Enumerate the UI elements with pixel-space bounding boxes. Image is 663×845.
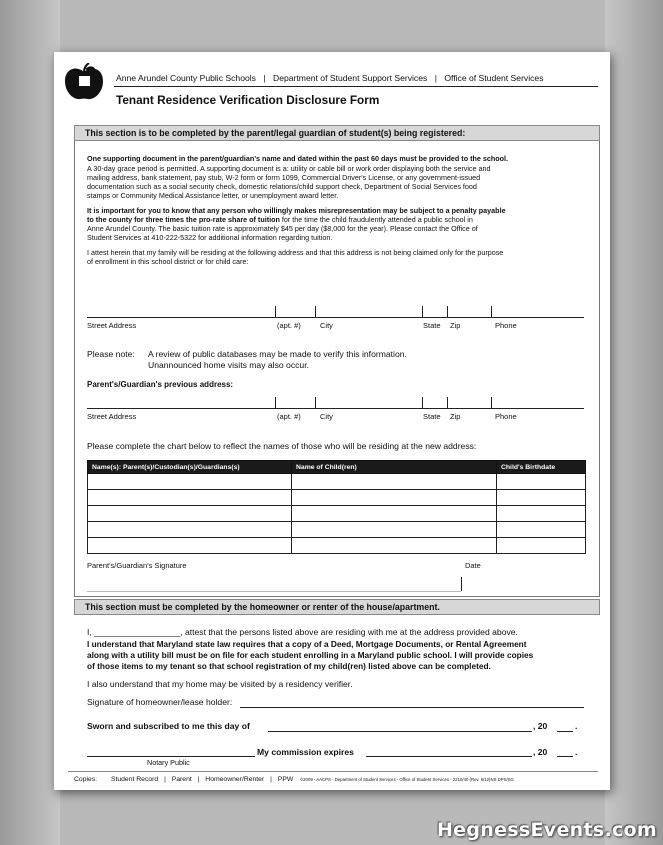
note-line: Unannounced home visits may also occur. [148,360,309,370]
state-law-line: of those items to my tenant so that school registration of my child(ren) listed above can be completed. [87,661,491,671]
table-row [88,538,586,554]
visit-line: I also understand that my home may be visited by a residency verifier. [87,679,353,689]
column-header-birthdate: Child's Birthdate [497,461,586,474]
sworn-day-line[interactable] [268,731,532,732]
penalty-line: Anne Arundel County. The basic tuition rate is approximately $45 per day ($8,000 for the year). Please contact the Office of [87,224,478,233]
parent-name-cell[interactable] [88,474,292,490]
street-address-label: Street Address [87,321,137,330]
attest-line: I attest herein that my family will be residing at the following address and that this address is not being claimed only for the purpose [87,248,504,257]
parent-name-cell[interactable] [88,490,292,506]
sworn-label: Sworn and subscribed to me this day of [87,721,250,731]
field-divider [315,306,316,317]
penalty-rest-part: for the time the child fraudulently attended a public school in [279,215,473,224]
city-label: City [320,412,333,421]
column-header-parents: Name(s): Parent(s)/Custodian(s)/Guardians(s) [88,461,292,474]
doc-requirement-line: documentation such as a social security check, domestic relations/child support check, Department of Social Services food [87,182,477,191]
table-header-row [88,461,586,474]
date-label: Date [465,561,481,570]
copy-item: PPW [277,776,294,783]
field-divider [491,306,492,317]
street-address-label: Street Address [87,412,137,421]
sworn-year-line[interactable] [557,731,573,732]
footer-rule [68,771,598,772]
page-title: Tenant Residence Verification Disclosure Form [116,93,380,107]
previous-address-heading: Parent's/Guardian's previous address: [87,380,234,389]
birthdate-cell[interactable] [497,538,586,554]
chart-intro: Please complete the chart below to reflect the names of those who will be residing at the new address: [87,441,477,451]
doc-requirement-line: A 30-day grace period is permitted. A supporting document is a: utility or cable bill or work order displaying both the service and [87,164,491,173]
footer-copies [74,776,293,783]
header-rule [114,86,598,87]
table-row [88,506,586,522]
penalty-line [87,215,473,224]
homeowner-signature-line[interactable] [240,707,584,708]
attest-line: of enrollment in this school district or for child care: [87,257,249,266]
doc-requirement-line: stamps or Community Medical Assistance letter, or unemployment award letter. [87,191,339,200]
note-label: Please note: [87,349,135,359]
footer-small-print: ©2009 - AACPS - Department of Student Services - Office of Student Services - 2210/40 (Rev. 6/12)NS DPS/SG [300,777,514,782]
parent-signature-label: Parent's/Guardian's Signature [87,561,187,570]
notary-signature-line[interactable] [87,756,255,757]
commission-year-line[interactable] [557,756,573,757]
phone-label: Phone [495,321,517,330]
commission-date-line[interactable] [366,756,532,757]
state-law-line: along with a utility bill must be on file for each student enrolling in a Maryland public school. I will provide copies [87,650,534,660]
commission-year-prefix: , 20 [533,747,548,757]
birthdate-cell[interactable] [497,522,586,538]
table-row [88,490,586,506]
footer-separator: | [164,776,166,783]
birthdate-cell[interactable] [497,506,586,522]
background-left [0,0,60,845]
zip-label: Zip [450,321,461,330]
field-divider [461,577,462,591]
residents-table [87,460,586,554]
header-org-line [116,73,544,83]
header-office: Office of Student Services [444,73,544,83]
footer-separator: | [270,776,272,783]
penalty-line: Student Services at 410-222-5322 for additional information regarding tuition. [87,233,333,242]
penalty-bold-line: It is important for you to know that any person who willingly makes misrepresentation may be subject to a penalty payable [87,206,506,215]
note-line: A review of public databases may be made to verify this information. [148,349,407,359]
table-body [88,474,586,554]
watermark-text: HegnessEvents.com [436,819,657,841]
footer-separator: | [197,776,200,783]
child-name-cell[interactable] [292,490,497,506]
child-name-cell[interactable] [292,506,497,522]
state-law-line: I understand that Maryland state law requires that a copy of a Deed, Mortgage Documents, or Rental Agreement [87,639,527,649]
homeowner-attest-line[interactable]: I, __________________, attest that the persons listed above are residing with me at the address provided above. [87,627,518,637]
previous-address-line[interactable] [87,408,584,409]
state-label: State [423,321,441,330]
header-dept: Department of Student Support Services [273,73,428,83]
commission-period: . [575,747,578,757]
form-page [54,52,610,790]
table-row [88,522,586,538]
zip-label: Zip [450,412,461,421]
column-header-children: Name of Child(ren) [292,461,497,474]
new-address-line[interactable] [87,317,584,318]
child-name-cell[interactable] [292,522,497,538]
copy-item: Parent [171,776,192,783]
phone-label: Phone [495,412,517,421]
penalty-bold-part: to the county for three times the pro-rate share of tuition [87,215,280,224]
child-name-cell[interactable] [292,538,497,554]
table-row [88,474,586,490]
city-label: City [320,321,333,330]
parent-name-cell[interactable] [88,506,292,522]
field-divider [275,397,276,408]
birthdate-cell[interactable] [497,474,586,490]
apple-logo-icon [62,63,106,103]
apt-label: (apt. #) [277,412,301,421]
apt-label: (apt. #) [277,321,301,330]
birthdate-cell[interactable] [497,490,586,506]
section2-heading: This section must be completed by the homeowner or renter of the house/apartment. [74,599,600,615]
child-name-cell[interactable] [292,474,497,490]
homeowner-signature-label: Signature of homeowner/lease holder: [87,697,233,707]
copy-item: Student Record [110,776,159,783]
copy-item: Homeowner/Renter [205,776,265,783]
field-divider [422,306,423,317]
header-org: Anne Arundel County Public Schools [116,73,256,83]
state-label: State [423,412,441,421]
field-divider [315,397,316,408]
field-divider [275,306,276,317]
field-divider [447,397,448,408]
copies-label: Copies: [74,776,98,783]
sworn-year-prefix: , 20 [533,721,548,731]
sworn-period: . [575,721,578,731]
field-divider [491,397,492,408]
section1-heading: This section is to be completed by the parent/legal guardian of student(s) being registered: [74,125,600,141]
parent-signature-line[interactable] [87,591,461,592]
notary-label: Notary Public [147,758,190,767]
commission-label: My commission expires [257,747,354,757]
parent-name-cell[interactable] [88,522,292,538]
parent-name-cell[interactable] [88,538,292,554]
background-right [605,0,663,845]
header-separator: | [434,73,437,83]
field-divider [447,306,448,317]
field-divider [422,397,423,408]
doc-requirement-line: mailing address, bank statement, pay stub, W-2 form or form 1099, Commercial Driver's License, or any government-issued [87,173,481,182]
doc-requirement-bold: One supporting document in the parent/guardian's name and dated within the past 60 days must be provided to the school. [87,154,509,163]
header-separator: | [263,73,266,83]
